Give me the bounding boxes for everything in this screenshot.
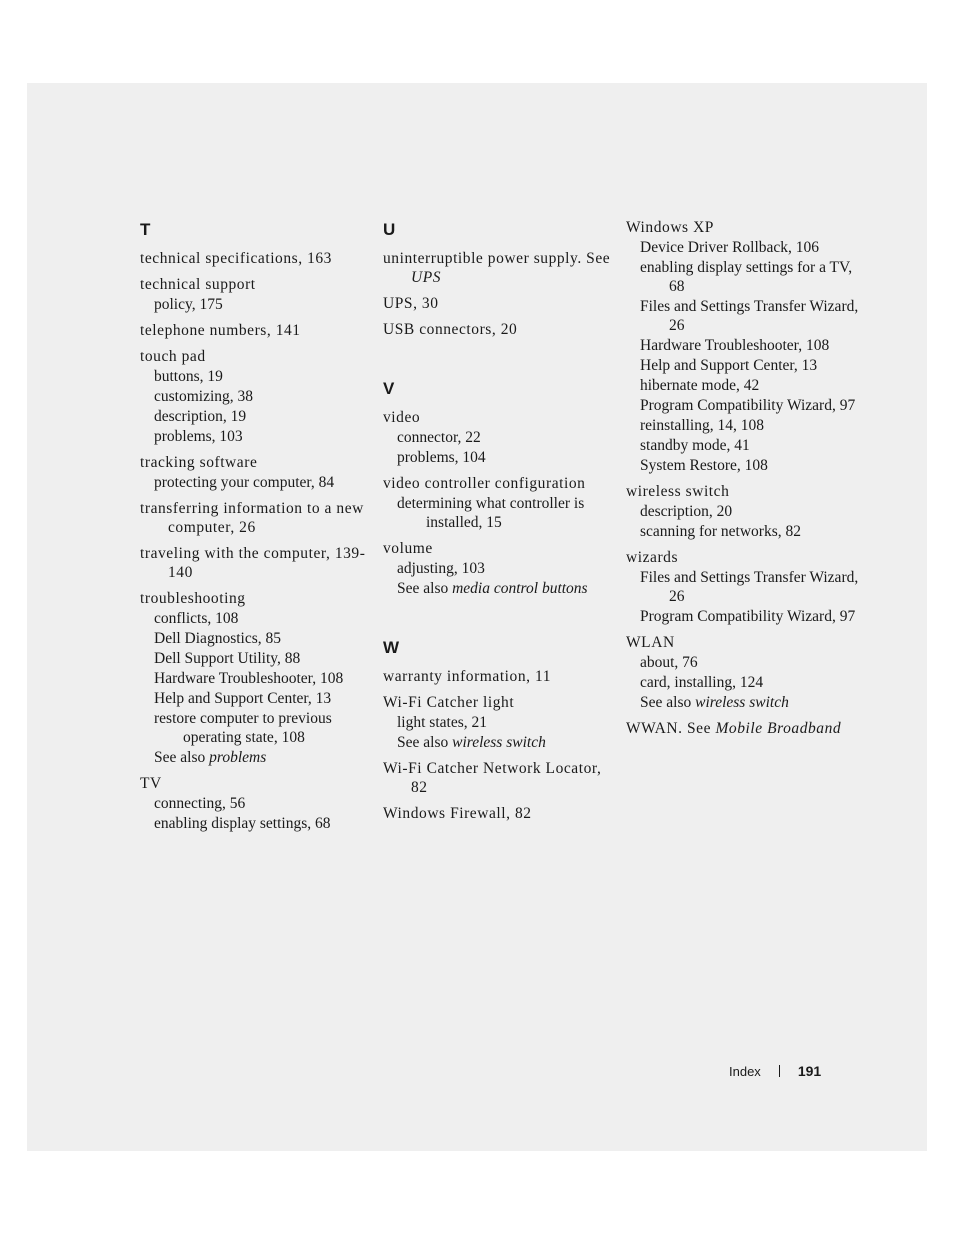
index-entry [383, 249, 618, 287]
index-term: video [383, 409, 421, 426]
index-term [383, 249, 618, 287]
index-term: video controller configuration [383, 475, 586, 492]
index-subterm: Help and Support Center, 13 [154, 690, 332, 707]
index-column-2 [383, 218, 618, 823]
index-subterm [383, 579, 618, 598]
index-column-3 [626, 218, 861, 738]
cross-reference-target: wireless switch [695, 694, 789, 711]
index-subterm: Files and Settings Transfer Wizard, 26 [640, 298, 859, 334]
cross-reference-target: media control buttons [452, 580, 588, 597]
index-entry [626, 482, 861, 541]
index-subterm: adjusting, 103 [397, 560, 485, 577]
index-entry [140, 347, 375, 446]
index-subterm: policy, 175 [154, 296, 223, 313]
index-subterm: Dell Support Utility, 88 [154, 650, 301, 667]
index-subterm: Program Compatibility Wizard, 97 [640, 397, 856, 414]
index-subterm: enabling display settings, 68 [154, 815, 331, 832]
index-term: warranty information, 11 [383, 668, 552, 685]
index-subterm [383, 733, 618, 752]
index-subterm: Hardware Troubleshooter, 108 [154, 670, 344, 687]
entry-text: See also [154, 749, 210, 766]
index-term: WLAN [626, 634, 675, 651]
index-subterm: Program Compatibility Wizard, 97 [640, 608, 856, 625]
index-entry [140, 275, 375, 314]
index-subterm: enabling display settings for a TV, 68 [640, 259, 853, 295]
index-entry [140, 774, 375, 833]
footer-separator [779, 1065, 780, 1077]
index-term: TV [140, 775, 162, 792]
index-entry [383, 804, 618, 823]
index-entry [626, 633, 861, 712]
index-entry [383, 759, 618, 797]
index-subterm: card, installing, 124 [640, 674, 764, 691]
index-entry [140, 249, 375, 268]
section-letter: U [383, 220, 396, 239]
index-term: USB connectors, 20 [383, 321, 518, 338]
index-subterm: Dell Diagnostics, 85 [154, 630, 281, 647]
index-subterm: Hardware Troubleshooter, 108 [640, 337, 830, 354]
index-subterm: connector, 22 [397, 429, 481, 446]
section-letter: W [383, 638, 400, 657]
index-subterm: conflicts, 108 [154, 610, 239, 627]
index-entry [383, 693, 618, 752]
index-subterm: scanning for networks, 82 [640, 523, 801, 540]
section-letter: V [383, 379, 395, 398]
index-entry [140, 544, 375, 582]
index-term: Wi-Fi Catcher Network Locator, 82 [383, 760, 602, 796]
index-subterm: description, 20 [640, 503, 733, 520]
index-entry [383, 539, 618, 598]
index-entry [140, 589, 375, 767]
section-letter: T [140, 220, 151, 239]
entry-text: uninterruptible power supply. See [383, 250, 611, 267]
index-entry [383, 667, 618, 686]
index-term: Windows XP [626, 219, 714, 236]
index-subterm [140, 748, 375, 767]
index-subterm: problems, 104 [397, 449, 486, 466]
index-entry [383, 294, 618, 313]
index-term: traveling with the computer, 139-140 [140, 545, 366, 581]
entry-text: WWAN. See [626, 720, 716, 737]
index-term: Windows Firewall, 82 [383, 805, 532, 822]
index-subterm: System Restore, 108 [640, 457, 768, 474]
index-term: wizards [626, 549, 679, 566]
index-term: volume [383, 540, 433, 557]
index-subterm: about, 76 [640, 654, 698, 671]
index-subterm: determining what controller is installed, 15 [397, 495, 585, 531]
index-subterm: problems, 103 [154, 428, 243, 445]
index-subterm: Files and Settings Transfer Wizard, 26 [640, 569, 859, 605]
index-term: tracking software [140, 454, 258, 471]
index-entry [383, 474, 618, 532]
index-term: wireless switch [626, 483, 730, 500]
entry-text: See also [397, 734, 453, 751]
index-term: technical specifications, 163 [140, 250, 332, 267]
index-term: telephone numbers, 141 [140, 322, 301, 339]
index-subterm: connecting, 56 [154, 795, 246, 812]
index-subterm: hibernate mode, 42 [640, 377, 760, 394]
index-column-1 [140, 218, 375, 833]
index-term: touch pad [140, 348, 206, 365]
index-subterm [626, 693, 861, 712]
footer-section-label: Index [729, 1064, 761, 1079]
index-entry [626, 719, 861, 738]
index-term: UPS, 30 [383, 295, 439, 312]
index-subterm: light states, 21 [397, 714, 487, 731]
index-subterm: Device Driver Rollback, 106 [640, 239, 820, 256]
index-term [626, 719, 861, 738]
cross-reference-target: wireless switch [452, 734, 546, 751]
index-subterm: buttons, 19 [154, 368, 223, 385]
index-entry [383, 320, 618, 339]
index-subterm: standby mode, 41 [640, 437, 750, 454]
index-subterm: description, 19 [154, 408, 247, 425]
cross-reference-target: UPS [411, 269, 442, 286]
page-footer [729, 1062, 821, 1080]
entry-text: See also [397, 580, 453, 597]
index-term: Wi-Fi Catcher light [383, 694, 515, 711]
entry-text: See also [640, 694, 696, 711]
page-number: 191 [797, 1063, 822, 1079]
index-subterm: restore computer to previous operating state, 108 [154, 710, 332, 746]
index-subterm: customizing, 38 [154, 388, 254, 405]
index-entry [626, 548, 861, 626]
index-term: technical support [140, 276, 256, 293]
index-entry [626, 218, 861, 475]
index-term: transferring information to a new computer, 26 [140, 500, 364, 536]
index-entry [140, 499, 375, 537]
index-subterm: protecting your computer, 84 [154, 474, 335, 491]
index-subterm: Help and Support Center, 13 [640, 357, 818, 374]
cross-reference-target: problems [209, 749, 267, 766]
cross-reference-target: Mobile Broadband [715, 720, 842, 737]
index-entry [383, 408, 618, 467]
index-entry [140, 453, 375, 492]
index-term: troubleshooting [140, 590, 246, 607]
index-entry [140, 321, 375, 340]
index-subterm: reinstalling, 14, 108 [640, 417, 764, 434]
